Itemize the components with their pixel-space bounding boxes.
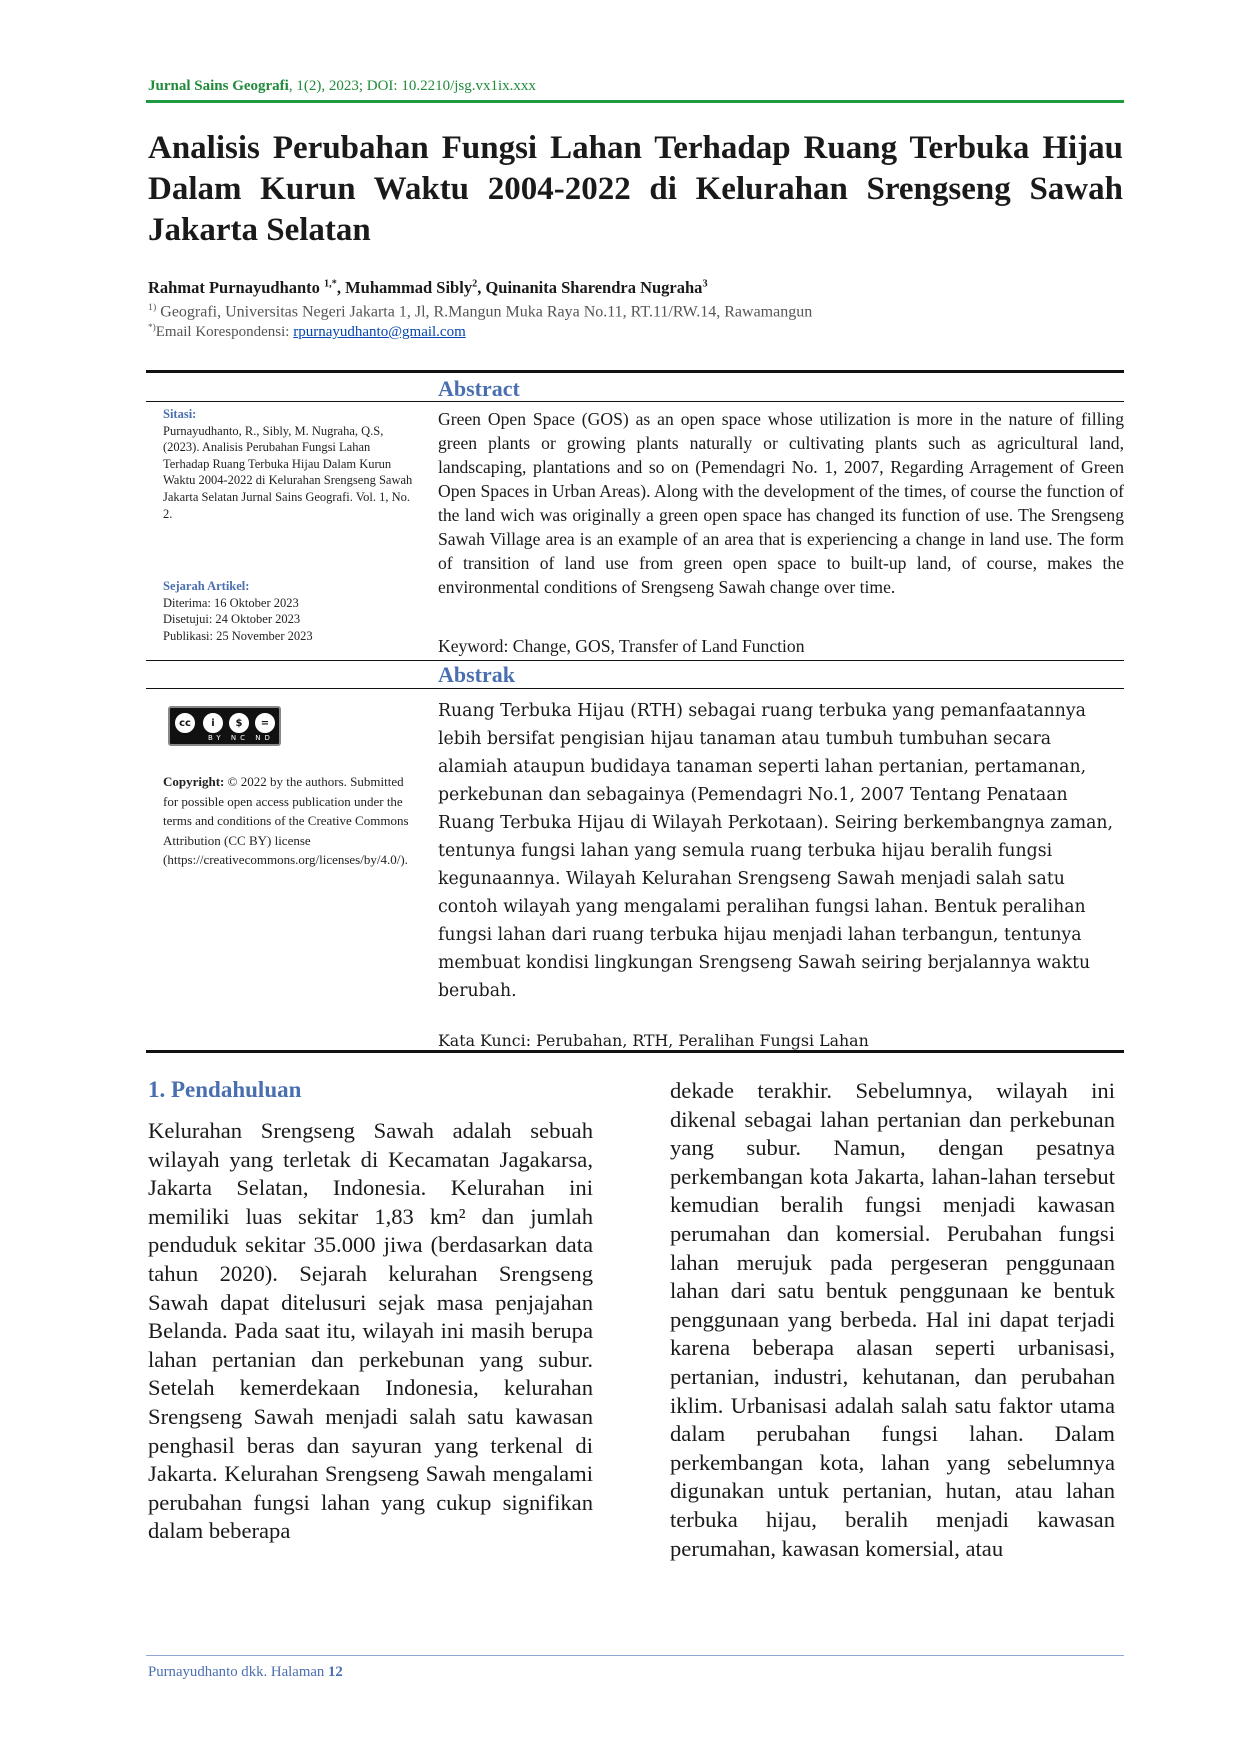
history-published: Publikasi: 25 November 2023 [163,628,313,643]
abstract-heading: Abstract [438,376,520,401]
copyright-notice [163,772,413,870]
author-2-sup: 2 [472,278,478,290]
abstract-top-rule [146,370,1124,373]
journal-header [148,78,536,95]
article-title: Analisis Perubahan Fungsi Lahan Terhadap Ruang Terbuka Hijau Dalam Kurun Waktu 2004-2022 di Kelurahan Srengseng Sawah Jakarta Selatan [148,130,1123,248]
article-history [163,578,413,644]
citation-text: Purnayudhanto, R., Sibly, M. Nugraha, Q.S, (2023). Analisis Perubahan Fungsi Lahan Terhadap Ruang Terbuka Hijau Dalam Kurun Waktu 2004-2022 di Kelurahan Srengseng Sawah Jakarta Selatan Jurnal Sains Geografi. Vol. 1, No. 2. [163,423,413,521]
journal-citation: , 1(2), 2023; DOI: 10.2210/jsg.vx1ix.xxx [288,78,536,94]
noderivs-icon: = [253,711,277,735]
page-footer [148,1664,343,1681]
history-label: Sejarah Artikel: [163,579,250,593]
journal-name: Jurnal Sains Geografi [148,78,289,94]
cc-icon: cc [173,711,197,735]
affiliation-text: Geografi, Universitas Negeri Jakarta 1, Jl, R.Mangun Muka Raya No.11, RT.11/RW.14, Rawamangun [160,303,813,321]
page-number: 12 [328,1664,343,1680]
author-list [148,278,708,298]
abstrak-heading-rule [146,688,1124,689]
abstract-keywords: Keyword: Change, GOS, Transfer of Land Function [438,636,805,656]
citation-label: Sitasi: [163,407,197,421]
affiliation [148,302,812,321]
noncommercial-icon: $ [227,711,251,735]
correspondence-email [148,323,466,341]
abstract-heading-rule [146,401,1124,402]
history-received: Diterima: 16 Oktober 2023 [163,595,299,610]
citation-block [163,406,413,522]
author-1-sup: 1,* [324,278,337,290]
section-heading-introduction: 1. Pendahuluan [148,1077,302,1102]
body-column-right: dekade terakhir. Sebelumnya, wilayah ini dikenal sebagai lahan pertanian dan perkebunan yang subur. Namun, dengan pesatnya perkembangan kota Jakarta, lahan-lahan tersebut kemudian beralih fungsi menjadi kawasan perumahan dan komersial. Perubahan fungsi lahan merujuk pada pergeseran penggunaan lahan dari satu bentuk penggunaan ke bentuk penggunaan yang berbeda. Hal ini dapat terjadi karena beberapa alasan seperti urbanisasi, pertanian, industri, kehutanan, dan perubahan iklim. Urbanisasi adalah salah satu faktor utama dalam perubahan fungsi lahan. Dalam perkembangan kota, lahan yang sebelumnya digunakan untuk pertanian, hutan, atau lahan terbuka hijau, beralih menjadi kawasan perumahan, kawasan komersial, atau [670,1078,1115,1561]
cc-license-badge[interactable] [168,706,281,746]
footer-text: Purnayudhanto dkk. Halaman [148,1664,328,1680]
email-link[interactable]: rpurnayudhanto@gmail.com [293,324,466,340]
affiliation-sup: 1) [148,302,157,313]
cc-license-labels: BY NC ND [208,734,274,742]
header-rule [146,100,1124,103]
abstrak-keywords: Kata Kunci: Perubahan, RTH, Peralihan Fungsi Lahan [438,1031,869,1050]
abstract-text: Green Open Space (GOS) as an open space whose utilization is more in the nature of filling green plants or growing plants naturally or cultivating plants such as agricultural land, landscaping, plantations and so on (Pemendagri No. 1, 2007, Regarding Arragement of Green Open Spaces in Urban Areas). Along with the development of the times, of course the function of the land wich was originally a green open space has changed its function of use. The Srengseng Sawah Village area is an example of an area that is experiencing a change in land use. The form of transition of land use from green open space to built-up land, of course, makes the environmental conditions of Srengseng Sawah change over time. [438,409,1124,597]
attribution-icon: i [201,711,225,735]
copyright-text: © 2022 by the authors. Submitted for possible open access publication under the terms and conditions of the Creative Commons Attribution (CC BY) license (https://creativecommons.org/licenses/by/4.0/). [163,774,409,868]
abstrak-top-rule [146,660,1124,661]
history-approved: Disetujui: 24 Oktober 2023 [163,612,301,627]
email-label: Email Korespondensi: [155,324,294,340]
abstrak-text: Ruang Terbuka Hijau (RTH) sebagai ruang terbuka yang pemanfaatannya lebih bersifat pengisian hijau tanaman atau tumbuh tumbuhan secara alamiah ataupun budidaya tanaman seperti lahan pertanian, pertamanan, perkebunan dan sebagainya (Pemendagri No.1, 2007 Tentang Penataan Ruang Terbuka Hijau di Wilayah Perkotaan). Seiring berkembangnya zaman, tentunya fungsi lahan yang semula ruang terbuka hijau beralih fungsi kegunaannya. Wilayah Kelurahan Srengseng Sawah menjadi salah satu contoh wilayah yang mengalami peralihan fungsi lahan. Bentuk peralihan fungsi lahan dari ruang terbuka hijau menjadi lahan terbangun, tentunya membuat kondisi lingkungan Srengseng Sawah seiring berjalannya waktu berubah. [438,701,1114,1001]
abstrak-bottom-rule [146,1050,1124,1053]
author-2: , Muhammad Sibly [336,278,473,297]
email-sup: *) [148,323,156,333]
author-3-sup: 3 [702,278,708,290]
body-column-left: Kelurahan Srengseng Sawah adalah sebuah wilayah yang terletak di Kecamatan Jagakarsa, Jakarta Selatan, Indonesia. Kelurahan ini memiliki luas sekitar 1,83 km² dan jumlah penduduk sekitar 35.000 jiwa (berdasarkan data tahun 2020). Sejarah kelurahan Srengseng Sawah dapat ditelusuri sejak masa penjajahan Belanda. Pada saat itu, wilayah ini masih berupa lahan pertanian dan perkebunan yang subur. Setelah kemerdekaan Indonesia, kelurahan Srengseng Sawah menjadi salah satu kawasan penghasil beras dan sayuran yang terkenal di Jakarta. Kelurahan Srengseng Sawah mengalami perubahan fungsi lahan yang cukup signifikan dalam beberapa [148,1118,593,1544]
author-3: , Quinanita Sharendra Nugraha [477,278,703,297]
abstrak-heading: Abstrak [438,662,516,687]
author-1: Rahmat Purnayudhanto [148,278,320,297]
copyright-label: Copyright: [163,774,225,789]
footer-rule [146,1655,1124,1656]
